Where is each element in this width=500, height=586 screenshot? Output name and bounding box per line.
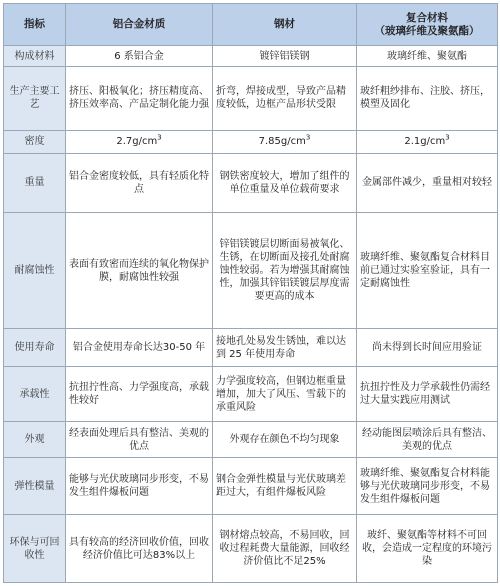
cell-steel: 钢合金弹性模量与光伏玻璃差距过大，有组件爆板风险 xyxy=(213,458,357,515)
table-row xyxy=(4,329,498,367)
header-composite xyxy=(357,4,498,46)
cell-steel xyxy=(213,130,357,153)
cell-aluminum: 经表面处理后具有整洁、美观的优点 xyxy=(66,422,213,458)
cell-composite: 玻纤、聚氨酯等材料不可回收，会造成一定程度的环境污染 xyxy=(357,515,498,583)
table-row xyxy=(4,422,498,458)
cell-composite: 经动能图层喷涂后具有整洁、美观的优点 xyxy=(357,422,498,458)
row-label: 密度 xyxy=(4,130,66,153)
unit-superscript: 3 xyxy=(157,133,162,142)
row-label: 承载性 xyxy=(4,367,66,422)
cell-steel: 锌铝镁镀层切断面易被氧化、生锈，在切断面及接孔处耐腐蚀性较弱。若为增强其耐腐蚀性，加强其锌铝镁镀层厚度需要更高的成本 xyxy=(213,213,357,329)
header-indicator: 指标 xyxy=(4,4,66,46)
cell-aluminum: 抗扭拧性高、力学强度高，承载性较好 xyxy=(66,367,213,422)
cell-composite: 玻纤粗纱排布、注胶、挤压，模塑及固化 xyxy=(357,67,498,130)
density-value: 2.1g/cm xyxy=(404,136,446,148)
cell-steel: 镀锌铝镁钢 xyxy=(213,46,357,67)
cell-steel: 力学强度较高，但钢边框重量增加，加大了风压、雪载下的承重风险 xyxy=(213,367,357,422)
cell-composite: 尚未得到长时间应用验证 xyxy=(357,329,498,367)
cell-composite: 金属部件减少，重量相对较轻 xyxy=(357,153,498,212)
header-steel: 钢材 xyxy=(213,4,357,46)
row-label: 使用寿命 xyxy=(4,329,66,367)
cell-aluminum: 6 系铝合金 xyxy=(66,46,213,67)
cell-composite: 玻璃纤维、聚氨酯复合材料能够与光伏玻璃同步形变，不易发生组件爆板问题 xyxy=(357,458,498,515)
table-row xyxy=(4,67,498,130)
cell-aluminum: 铝合金使用寿命长达30-50 年 xyxy=(66,329,213,367)
row-label: 耐腐蚀性 xyxy=(4,213,66,329)
table-row xyxy=(4,367,498,422)
cell-steel: 外观存在颜色不均匀现象 xyxy=(213,422,357,458)
table-row xyxy=(4,130,498,153)
cell-aluminum: 具有较高的经济回收价值，回收经济价值比可达83%以上 xyxy=(66,515,213,583)
row-label: 生产主要工艺 xyxy=(4,67,66,130)
density-value: 2.7g/cm xyxy=(116,136,158,148)
cell-aluminum: 表面有致密而连续的氧化物保护膜，耐腐蚀性较强 xyxy=(66,213,213,329)
row-label: 构成材料 xyxy=(4,46,66,67)
cell-composite: 玻璃纤维、聚氨酯 xyxy=(357,46,498,67)
cell-aluminum xyxy=(66,130,213,153)
cell-steel: 接地孔处易发生锈蚀，难以达到 25 年使用寿命 xyxy=(213,329,357,367)
header-composite-line1: 复合材料 xyxy=(406,11,448,24)
row-label: 重量 xyxy=(4,153,66,212)
row-label: 弹性模量 xyxy=(4,458,66,515)
cell-aluminum: 能够与光伏玻璃同步形变，不易发生组件爆板问题 xyxy=(66,458,213,515)
unit-superscript: 3 xyxy=(305,133,311,142)
table-row xyxy=(4,458,498,515)
table-row xyxy=(4,153,498,212)
table-row xyxy=(4,515,498,583)
unit-superscript: 3 xyxy=(445,133,450,142)
header-aluminum-alloy: 铝合金材质 xyxy=(66,4,213,46)
frame-material-comparison-table xyxy=(3,3,498,583)
table-row xyxy=(4,213,498,329)
cell-steel: 钢铁密度较大，增加了组件的单位重量及单位载荷要求 xyxy=(213,153,357,212)
cell-steel: 折弯，焊接成型，导致产品精度较低，边框产品形状受限 xyxy=(213,67,357,130)
cell-composite xyxy=(357,130,498,153)
row-label: 外观 xyxy=(4,422,66,458)
row-label: 环保与可回收性 xyxy=(4,515,66,583)
cell-composite: 玻璃纤维、聚氨酯复合材料目前已通过实验室验证，具有一定耐腐蚀性 xyxy=(357,213,498,329)
header-composite-line2: （玻璃纤维及聚氨酯） xyxy=(374,24,480,37)
table-header-row xyxy=(4,4,498,46)
cell-aluminum: 挤压、阳极氧化；挤压精度高、挤压效率高、产品定制化能力强 xyxy=(66,67,213,130)
density-value: 7.85g/cm xyxy=(258,136,306,148)
comparison-table-container xyxy=(3,3,497,583)
cell-steel: 钢材熔点较高，不易回收，回收过程耗费大量能源，回收经济价值比不足25% xyxy=(213,515,357,583)
cell-composite: 抗扭拧性及力学承载性仍需经过大量实践应用测试 xyxy=(357,367,498,422)
cell-aluminum: 铝合金密度较低，具有轻质化特点 xyxy=(66,153,213,212)
table-row xyxy=(4,46,498,67)
